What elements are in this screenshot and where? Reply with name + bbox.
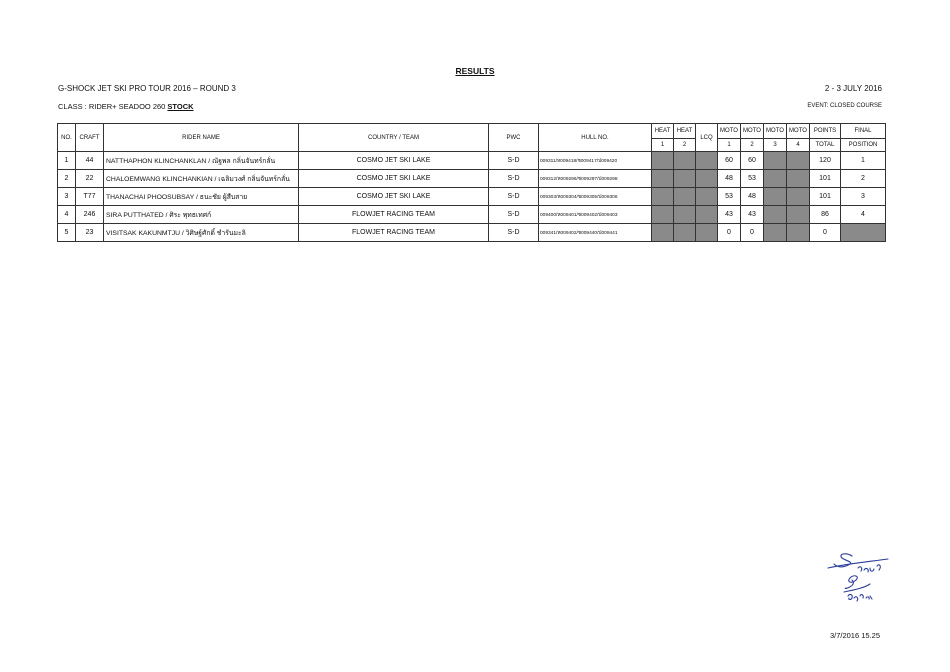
cell-position: 2	[841, 170, 886, 188]
header-row-1	[58, 124, 886, 139]
cell-no: 1	[58, 152, 76, 170]
col-moto-1-num: 1	[718, 139, 741, 152]
table-row	[58, 170, 886, 188]
col-country: COUNTRY / TEAM	[299, 124, 489, 152]
cell-no: 5	[58, 224, 76, 242]
col-rider: RIDER NAME	[104, 124, 299, 152]
cell-moto-1: 43	[718, 206, 741, 224]
cell-moto-2: 43	[741, 206, 764, 224]
class-prefix: CLASS : RIDER+ SEADOO 260	[58, 102, 168, 111]
cell-moto-4	[787, 224, 810, 242]
col-lcq: LCQ	[696, 124, 718, 152]
table-row	[58, 224, 886, 242]
cell-moto-4	[787, 206, 810, 224]
col-final: FINAL	[841, 124, 886, 139]
col-pwc: PWC	[489, 124, 539, 152]
cell-lcq	[696, 224, 718, 242]
col-moto-4-num: 4	[787, 139, 810, 152]
cell-craft: 44	[76, 152, 104, 170]
cell-no: 2	[58, 170, 76, 188]
col-moto-2: MOTO	[741, 124, 764, 139]
col-moto-3-num: 3	[764, 139, 787, 152]
cell-moto-1: 0	[718, 224, 741, 242]
cell-pwc: S-D	[489, 170, 539, 188]
cell-no: 4	[58, 206, 76, 224]
cell-pwc: S-D	[489, 224, 539, 242]
cell-pwc: S-D	[489, 206, 539, 224]
cell-heat-2	[674, 188, 696, 206]
cell-heat-2	[674, 152, 696, 170]
cell-moto-4	[787, 152, 810, 170]
event-dates: 2 - 3 JULY 2016	[824, 84, 882, 93]
cell-team: FLOWJET RACING TEAM	[299, 224, 489, 242]
col-points: POINTS	[810, 124, 841, 139]
cell-hull: 009311/ห009418/ช009417/ป009420	[539, 152, 652, 170]
cell-moto-3	[764, 188, 787, 206]
event-name: G-SHOCK JET SKI PRO TOUR 2016 – ROUND 3	[58, 84, 236, 93]
cell-craft: 246	[76, 206, 104, 224]
col-no: NO.	[58, 124, 76, 152]
cell-moto-2: 53	[741, 170, 764, 188]
table-row	[58, 152, 886, 170]
col-heat-2-num: 2	[674, 139, 696, 152]
cell-pwc: S-D	[489, 188, 539, 206]
cell-moto-1: 60	[718, 152, 741, 170]
col-craft: CRAFT	[76, 124, 104, 152]
cell-hull: 009400/ห009401/ช009402/ป009403	[539, 206, 652, 224]
cell-hull: 009312/ห009296/ช009297/ป009298	[539, 170, 652, 188]
event-type: EVENT: CLOSED COURSE	[807, 103, 882, 109]
cell-moto-1: 53	[718, 188, 741, 206]
cell-position: 4	[841, 206, 886, 224]
cell-heat-1	[652, 170, 674, 188]
print-timestamp: 3/7/2016 15.25	[829, 631, 880, 640]
cell-heat-1	[652, 152, 674, 170]
cell-craft: 23	[76, 224, 104, 242]
cell-total: 120	[810, 152, 841, 170]
cell-lcq	[696, 170, 718, 188]
cell-moto-3	[764, 152, 787, 170]
cell-moto-1: 48	[718, 170, 741, 188]
cell-total: 0	[810, 224, 841, 242]
cell-craft: 22	[76, 170, 104, 188]
cell-heat-1	[652, 206, 674, 224]
col-hull: HULL NO.	[539, 124, 652, 152]
handwritten-signature	[822, 544, 892, 614]
class-bold: STOCK	[167, 102, 194, 111]
cell-rider: VISITSAK KAKUNMTJU / วิศิษฐ์ศักดิ์ ชำรันมะลิ	[104, 224, 299, 242]
col-moto-3: MOTO	[764, 124, 787, 139]
cell-total: 101	[810, 188, 841, 206]
col-position: POSITION	[841, 139, 886, 152]
table-row	[58, 188, 886, 206]
cell-position: 3	[841, 188, 886, 206]
cell-lcq	[696, 206, 718, 224]
cell-moto-4	[787, 188, 810, 206]
cell-rider: CHALOEMWANG KLINCHANKIAN / เฉลิมวงศ์ กลิ่นจันทร์กลั่น	[104, 170, 299, 188]
class-label	[58, 102, 194, 111]
cell-team: FLOWJET RACING TEAM	[299, 206, 489, 224]
cell-no: 3	[58, 188, 76, 206]
cell-moto-3	[764, 224, 787, 242]
cell-lcq	[696, 152, 718, 170]
cell-heat-2	[674, 170, 696, 188]
cell-moto-3	[764, 170, 787, 188]
page-title: RESULTS	[455, 66, 495, 76]
col-moto-2-num: 2	[741, 139, 764, 152]
cell-craft: T77	[76, 188, 104, 206]
cell-pwc: S-D	[489, 152, 539, 170]
cell-hull: 009341/ห009402/ช009440/ป009441	[539, 224, 652, 242]
cell-moto-2: 0	[741, 224, 764, 242]
table-row	[58, 206, 886, 224]
cell-total: 101	[810, 170, 841, 188]
col-heat-2: HEAT	[674, 124, 696, 139]
cell-position	[841, 224, 886, 242]
cell-rider: SIRA PUTTHATED / ศิระ พุทธเทศก์	[104, 206, 299, 224]
cell-total: 86	[810, 206, 841, 224]
col-total: TOTAL	[810, 139, 841, 152]
cell-hull: 009303/ห009304/ช009305/ป009306	[539, 188, 652, 206]
col-moto-4: MOTO	[787, 124, 810, 139]
cell-moto-2: 48	[741, 188, 764, 206]
cell-team: COSMO JET SKI LAKE	[299, 188, 489, 206]
cell-team: COSMO JET SKI LAKE	[299, 170, 489, 188]
cell-moto-2: 60	[741, 152, 764, 170]
col-moto-1: MOTO	[718, 124, 741, 139]
cell-heat-2	[674, 206, 696, 224]
cell-position: 1	[841, 152, 886, 170]
cell-moto-4	[787, 170, 810, 188]
cell-team: COSMO JET SKI LAKE	[299, 152, 489, 170]
col-heat-1-num: 1	[652, 139, 674, 152]
cell-lcq	[696, 188, 718, 206]
cell-moto-3	[764, 206, 787, 224]
cell-heat-1	[652, 188, 674, 206]
cell-rider: NATTHAPHON KLINCHANKLAN / ณัฐพล กลิ่นจันทร์กลั่น	[104, 152, 299, 170]
col-heat-1: HEAT	[652, 124, 674, 139]
cell-heat-1	[652, 224, 674, 242]
cell-heat-2	[674, 224, 696, 242]
cell-rider: THANACHAI PHOOSUBSAY / ธนะชัย ผู้สืบสาย	[104, 188, 299, 206]
results-table	[57, 123, 886, 242]
